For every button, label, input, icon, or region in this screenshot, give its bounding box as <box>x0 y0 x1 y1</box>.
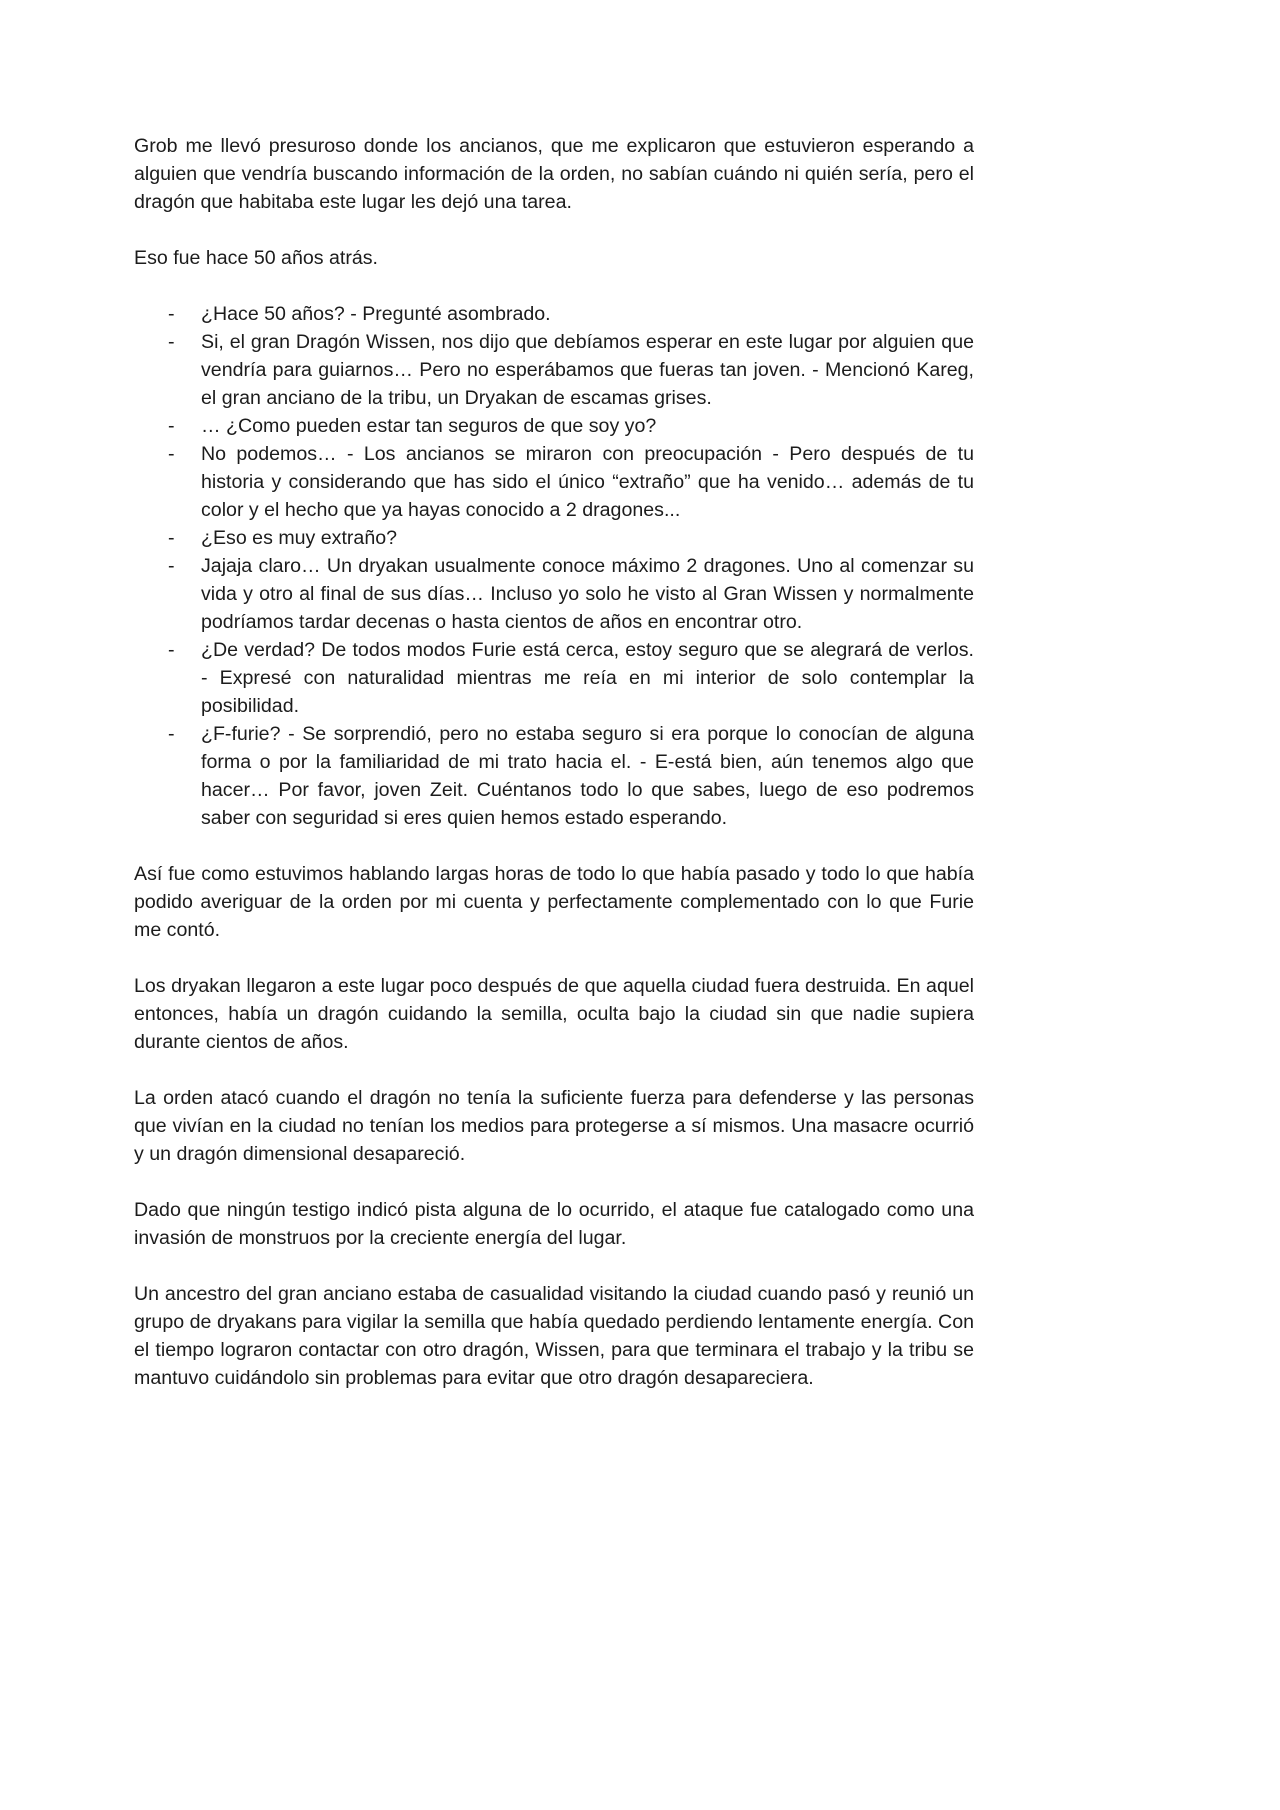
dash-bullet: - <box>168 443 175 465</box>
paragraph: Un ancestro del gran anciano estaba de casualidad visitando la ciudad cuando pasó y reunió un grupo de dryakans para vigilar la semilla que había quedado perdiendo lentamente energía. Con el tiempo lograron contactar con otro dragón, Wissen, para que terminara el trabajo y la tribu se mantuvo cuidándolo sin problemas para evitar que otro dragón desapareciera. <box>134 1283 974 1389</box>
dialogue-text: Jajaja claro… Un dryakan usualmente conoce máximo 2 dragones. Uno al comenzar su vida y otro al final de sus días… Incluso yo solo he visto al Gran Wissen y normalmente podríamos tardar decenas o hasta cientos de años en encontrar otro. <box>201 555 974 633</box>
dialogue-text: No podemos… - Los ancianos se miraron con preocupación - Pero después de tu historia y considerando que has sido el único “extraño” que ha venido… además de tu color y el hecho que ya hayas conocido a 2 dragones... <box>201 443 974 521</box>
dialogue-line <box>134 636 974 720</box>
dash-bullet: - <box>168 415 175 437</box>
paragraph: Grob me llevó presuroso donde los ancianos, que me explicaron que estuvieron esperando a alguien que vendría buscando información de la orden, no sabían cuándo ni quién sería, pero el dragón que habitaba este lugar les dejó una tarea. <box>134 135 974 213</box>
dash-bullet: - <box>168 723 175 745</box>
dialogue-text: … ¿Como pueden estar tan seguros de que soy yo? <box>201 415 657 437</box>
paragraph: La orden atacó cuando el dragón no tenía la suficiente fuerza para defenderse y las personas que vivían en la ciudad no tenían los medios para protegerse a sí mismos. Una masacre ocurrió y un dragón dimensional desapareció. <box>134 1087 974 1165</box>
dialogue-line <box>134 328 974 412</box>
dialogue-line <box>134 412 974 440</box>
dialogue-list <box>134 300 974 832</box>
paragraph: Los dryakan llegaron a este lugar poco después de que aquella ciudad fuera destruida. En aquel entonces, había un dragón cuidando la semilla, oculta bajo la ciudad sin que nadie supiera durante cientos de años. <box>134 975 974 1053</box>
dash-bullet: - <box>168 331 175 353</box>
dialogue-line <box>134 440 974 524</box>
document-body <box>134 132 974 1420</box>
dialogue-line <box>134 552 974 636</box>
paragraph: Así fue como estuvimos hablando largas horas de todo lo que había pasado y todo lo que había podido averiguar de la orden por mi cuenta y perfectamente complementado con lo que Furie me contó. <box>134 863 974 941</box>
paragraph: Dado que ningún testigo indicó pista alguna de lo ocurrido, el ataque fue catalogado como una invasión de monstruos por la creciente energía del lugar. <box>134 1199 974 1249</box>
dialogue-text: ¿De verdad? De todos modos Furie está cerca, estoy seguro que se alegrará de verlos. - Expresé con naturalidad mientras me reía en mi interior de solo contemplar la posibilidad. <box>201 639 974 717</box>
dialogue-text: ¿Hace 50 años? - Pregunté asombrado. <box>201 303 551 325</box>
dialogue-line <box>134 720 974 832</box>
dash-bullet: - <box>168 555 175 577</box>
dash-bullet: - <box>168 639 175 661</box>
dialogue-text: ¿F-furie? - Se sorprendió, pero no estaba seguro si era porque lo conocían de alguna forma o por la familiaridad de mi trato hacia el. - E-está bien, aún tenemos algo que hacer… Por favor, joven Zeit. Cuéntanos todo lo que sabes, luego de eso podremos saber con seguridad si eres quien hemos estado esperando. <box>201 723 974 829</box>
dialogue-line <box>134 300 974 328</box>
dash-bullet: - <box>168 303 175 325</box>
dialogue-line <box>134 524 974 552</box>
dialogue-text: ¿Eso es muy extraño? <box>201 527 398 549</box>
paragraph: Eso fue hace 50 años atrás. <box>134 247 378 269</box>
dash-bullet: - <box>168 527 175 549</box>
dialogue-text: Si, el gran Dragón Wissen, nos dijo que debíamos esperar en este lugar por alguien que vendría para guiarnos… Pero no esperábamos que fueras tan joven. - Mencionó Kareg, el gran anciano de la tribu, un Dryakan de escamas grises. <box>201 331 974 409</box>
